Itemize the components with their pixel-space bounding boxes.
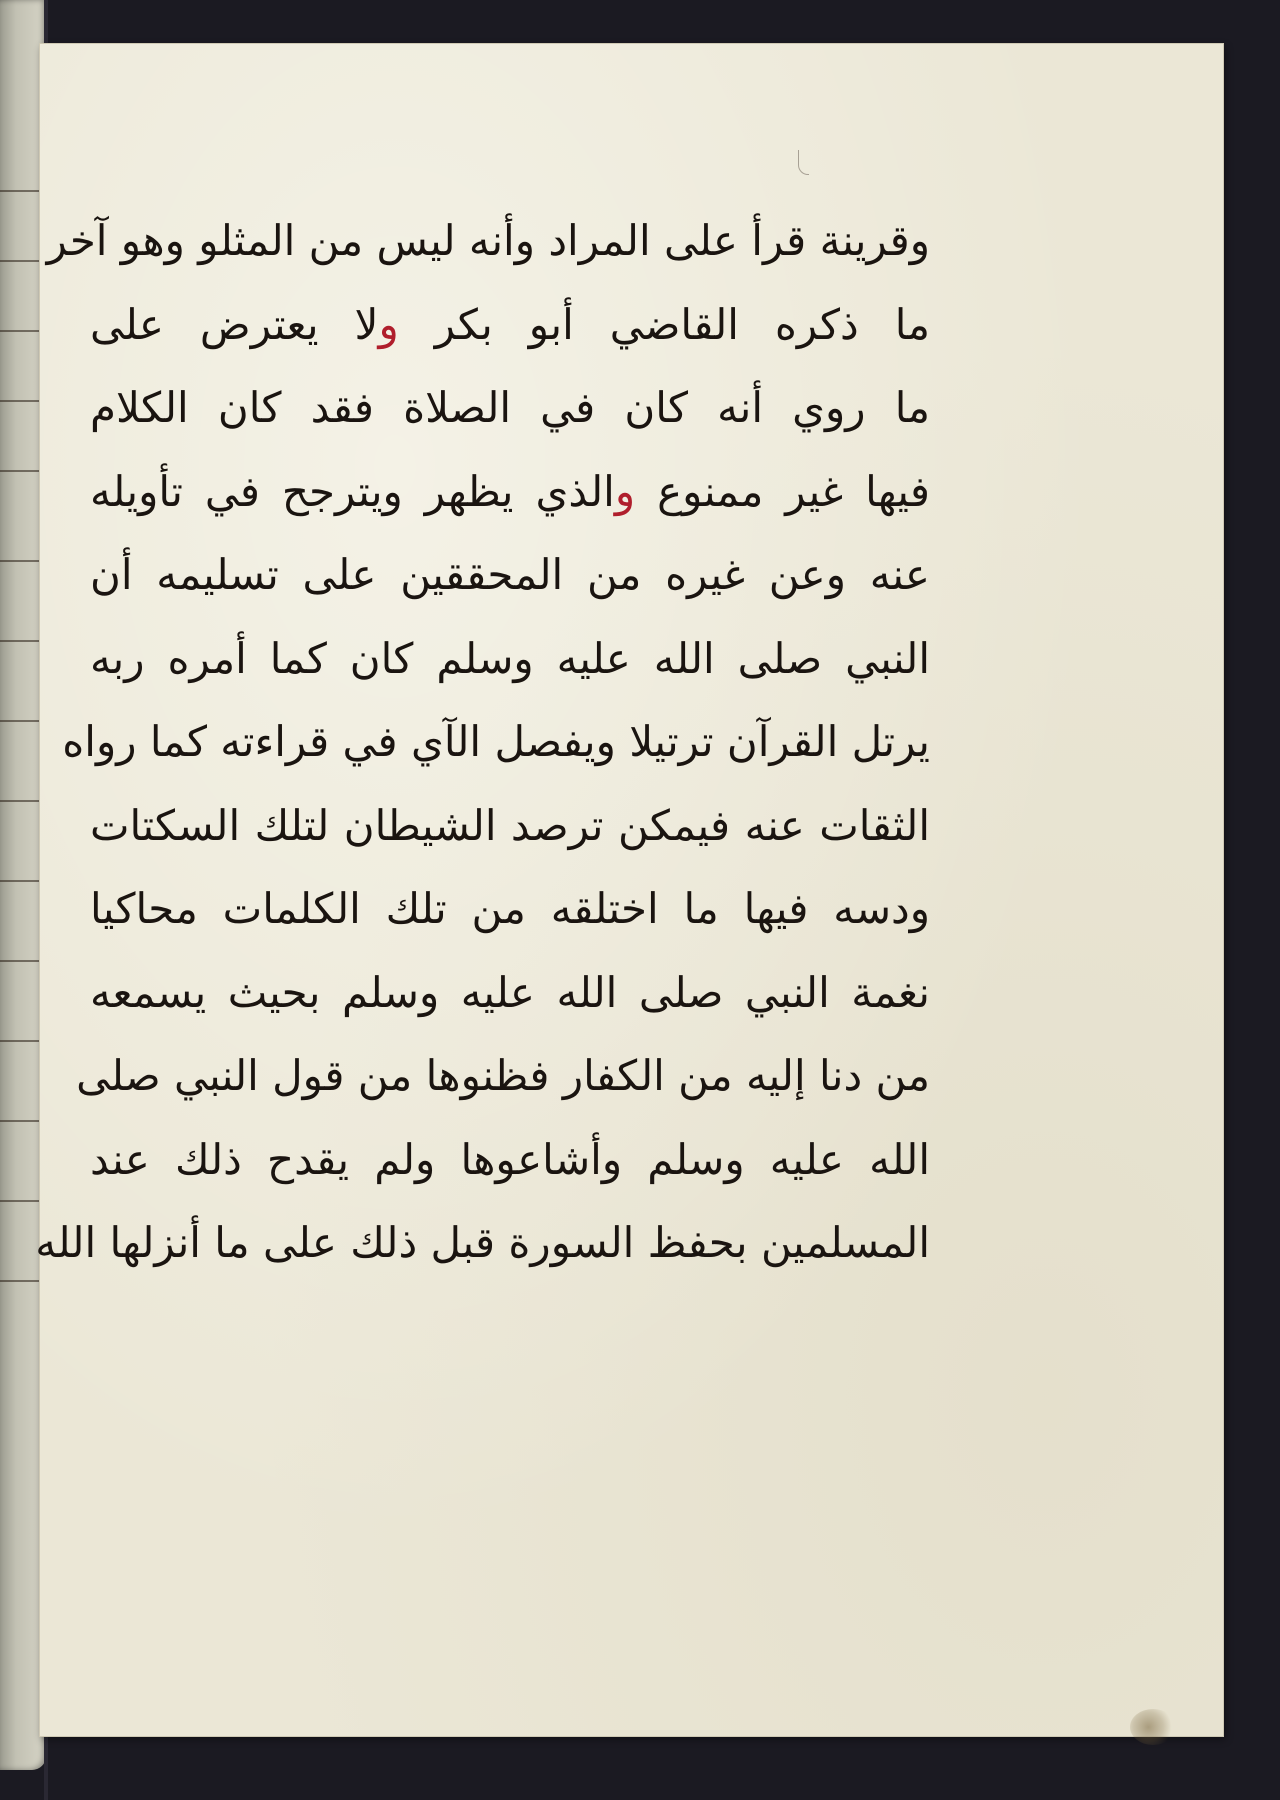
line-text: الذي يظهر ويترجح في تأويله [90,466,615,516]
manuscript-line: ودسه فيها ما اختلقه من تلك الكلمات محاكيا [90,884,930,933]
manuscript-text-block [35,199,931,1285]
parchment-stain [1130,1709,1176,1745]
line-text: ما ذكره القاضي أبو بكر [398,299,931,349]
manuscript-line: ما روي أنه كان في الصلاة فقد كان الكلام [90,383,930,432]
manuscript-line: عنه وعن غيره من المحققين على تسليمه أن [90,550,930,599]
line-text: فيها غير ممنوع [635,466,931,516]
manuscript-line: نغمة النبي صلى الله عليه وسلم بحيث يسمعه [90,967,930,1017]
line-text: لا يعترض على [90,299,379,349]
folio-mark [798,150,809,175]
manuscript-line: الله عليه وسلم وأشاعوها ولم يقدح ذلك عند [90,1134,930,1184]
manuscript-line: الثقات عنه فيمكن ترصد الشيطان لتلك السكتات [90,800,930,850]
manuscript-line [90,283,930,367]
manuscript-line: من دنا إليه من الكفار فظنوها من قول النبي صلى [76,1051,930,1100]
manuscript-line: وقرينة قرأ على المراد وأنه ليس من المثلو وهو آخر [46,216,930,265]
manuscript-line: يرتل القرآن ترتيلا ويفصل الآي في قراءته كما رواه [62,717,930,766]
rubric-letter: و [378,299,399,349]
manuscript-line: النبي صلى الله عليه وسلم كان كما أمره ربه [90,633,930,683]
rubric-letter: و [614,466,636,516]
manuscript-line [90,450,930,534]
manuscript-page [35,44,1223,1736]
manuscript-line: المسلمين بحفظ السورة قبل ذلك على ما أنزلها الله [35,1218,930,1267]
